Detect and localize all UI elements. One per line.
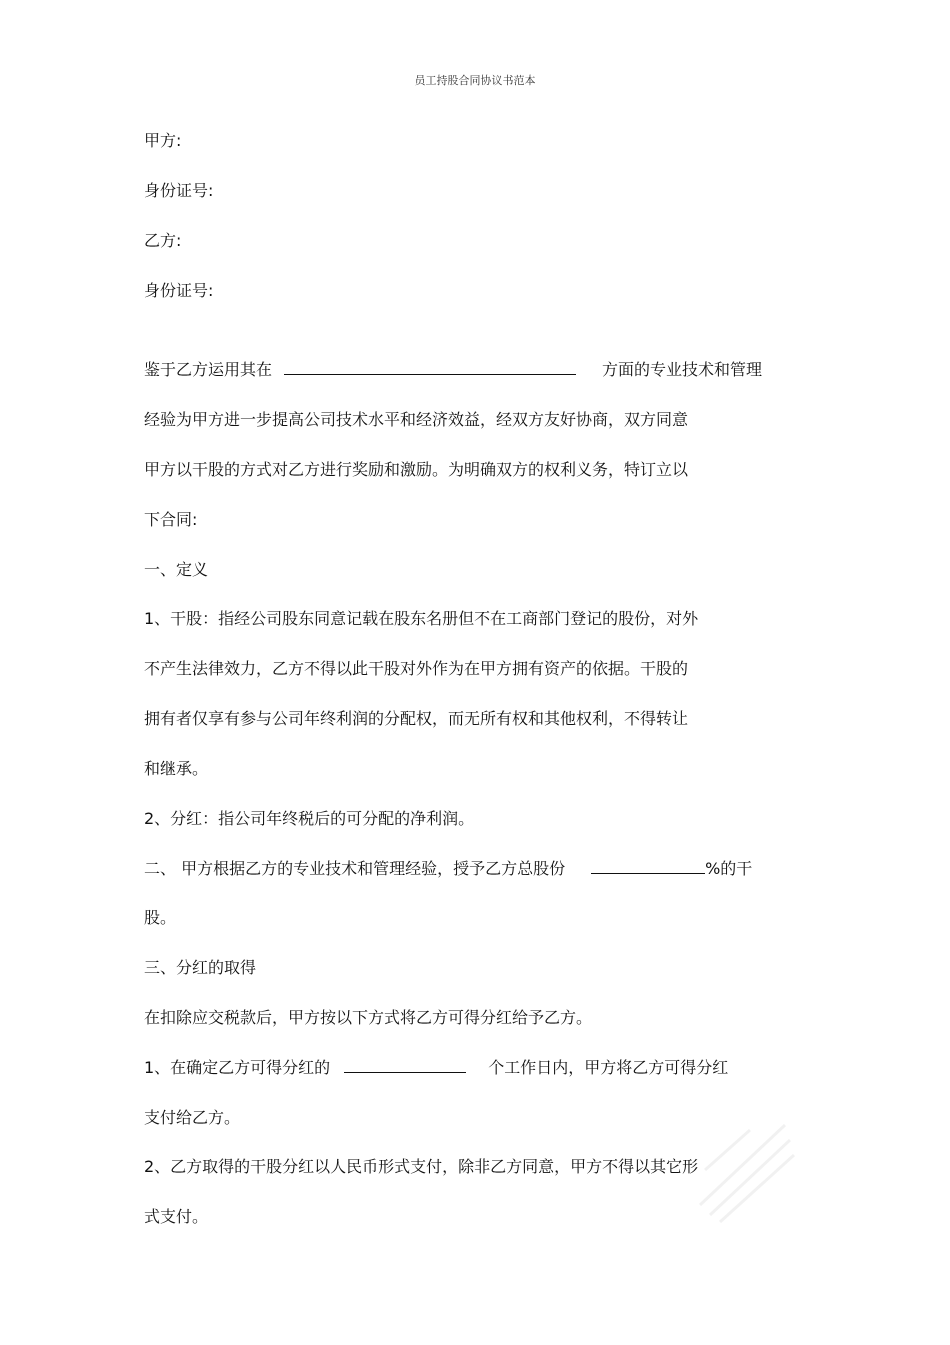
expertise-blank [284, 360, 576, 375]
section-3-item-1-line-1 [144, 1057, 728, 1079]
share-percent-blank [591, 859, 705, 874]
section-3-item-1-end: 个工作日内，甲方将乙方可得分红 [488, 1058, 729, 1077]
party-b-id-label: 身份证号: [144, 281, 214, 300]
section-2-text: 二、 甲方根据乙方的专业技术和管理经验，授予乙方总股份 [144, 859, 566, 878]
section-3-item-1-line-2: 支付给乙方。 [144, 1108, 241, 1127]
section-3-item-2-line-1: 2、乙方取得的干股分红以人民币形式支付，除非乙方同意，甲方不得以其它形 [144, 1157, 699, 1176]
recital-line-1-start: 鉴于乙方运用其在 [144, 360, 273, 379]
recital-line-1-end: 方面的专业技术和管理 [602, 360, 763, 379]
recital-line-1 [144, 359, 762, 381]
party-a-label: 甲方: [144, 131, 182, 150]
section-3-item-1-start: 1、在确定乙方可得分红的 [144, 1058, 331, 1077]
party-b-label: 乙方: [144, 231, 182, 250]
watermark-seal-icon [690, 1110, 800, 1230]
section-2-line-1 [144, 858, 752, 880]
section-1-item-1-line-1: 1、干股：指经公司股东同意记载在股东名册但不在工商部门登记的股份，对外 [144, 609, 699, 628]
section-1-item-1-line-3: 拥有者仅享有参与公司年终利润的分配权，而无所有权和其他权利，不得转让 [144, 709, 689, 728]
recital-line-4: 下合同: [144, 510, 198, 529]
section-3-intro: 在扣除应交税款后，甲方按以下方式将乙方可得分红给予乙方。 [144, 1008, 593, 1027]
section-1-item-2: 2、分红：指公司年终税后的可分配的净利润。 [144, 809, 475, 828]
section-1-item-1-line-4: 和继承。 [144, 759, 209, 778]
recital-line-3: 甲方以干股的方式对乙方进行奖励和激励。为明确双方的权利义务，特订立以 [144, 460, 689, 479]
section-1-title: 一、定义 [144, 560, 209, 579]
section-1-item-1-line-2: 不产生法律效力，乙方不得以此干股对外作为在甲方拥有资产的依据。干股的 [144, 659, 689, 678]
section-3-title: 三、分红的取得 [144, 958, 257, 977]
party-a-id-label: 身份证号: [144, 181, 214, 200]
section-2-line-2: 股。 [144, 908, 177, 927]
section-3-item-2-line-2: 式支付。 [144, 1207, 209, 1226]
working-days-blank [344, 1058, 466, 1073]
section-2-percent-suffix: %的干 [705, 859, 753, 878]
document-header: 员工持股合同协议书范本 [414, 74, 536, 87]
recital-line-2: 经验为甲方进一步提高公司技术水平和经济效益，经双方友好协商，双方同意 [144, 410, 689, 429]
